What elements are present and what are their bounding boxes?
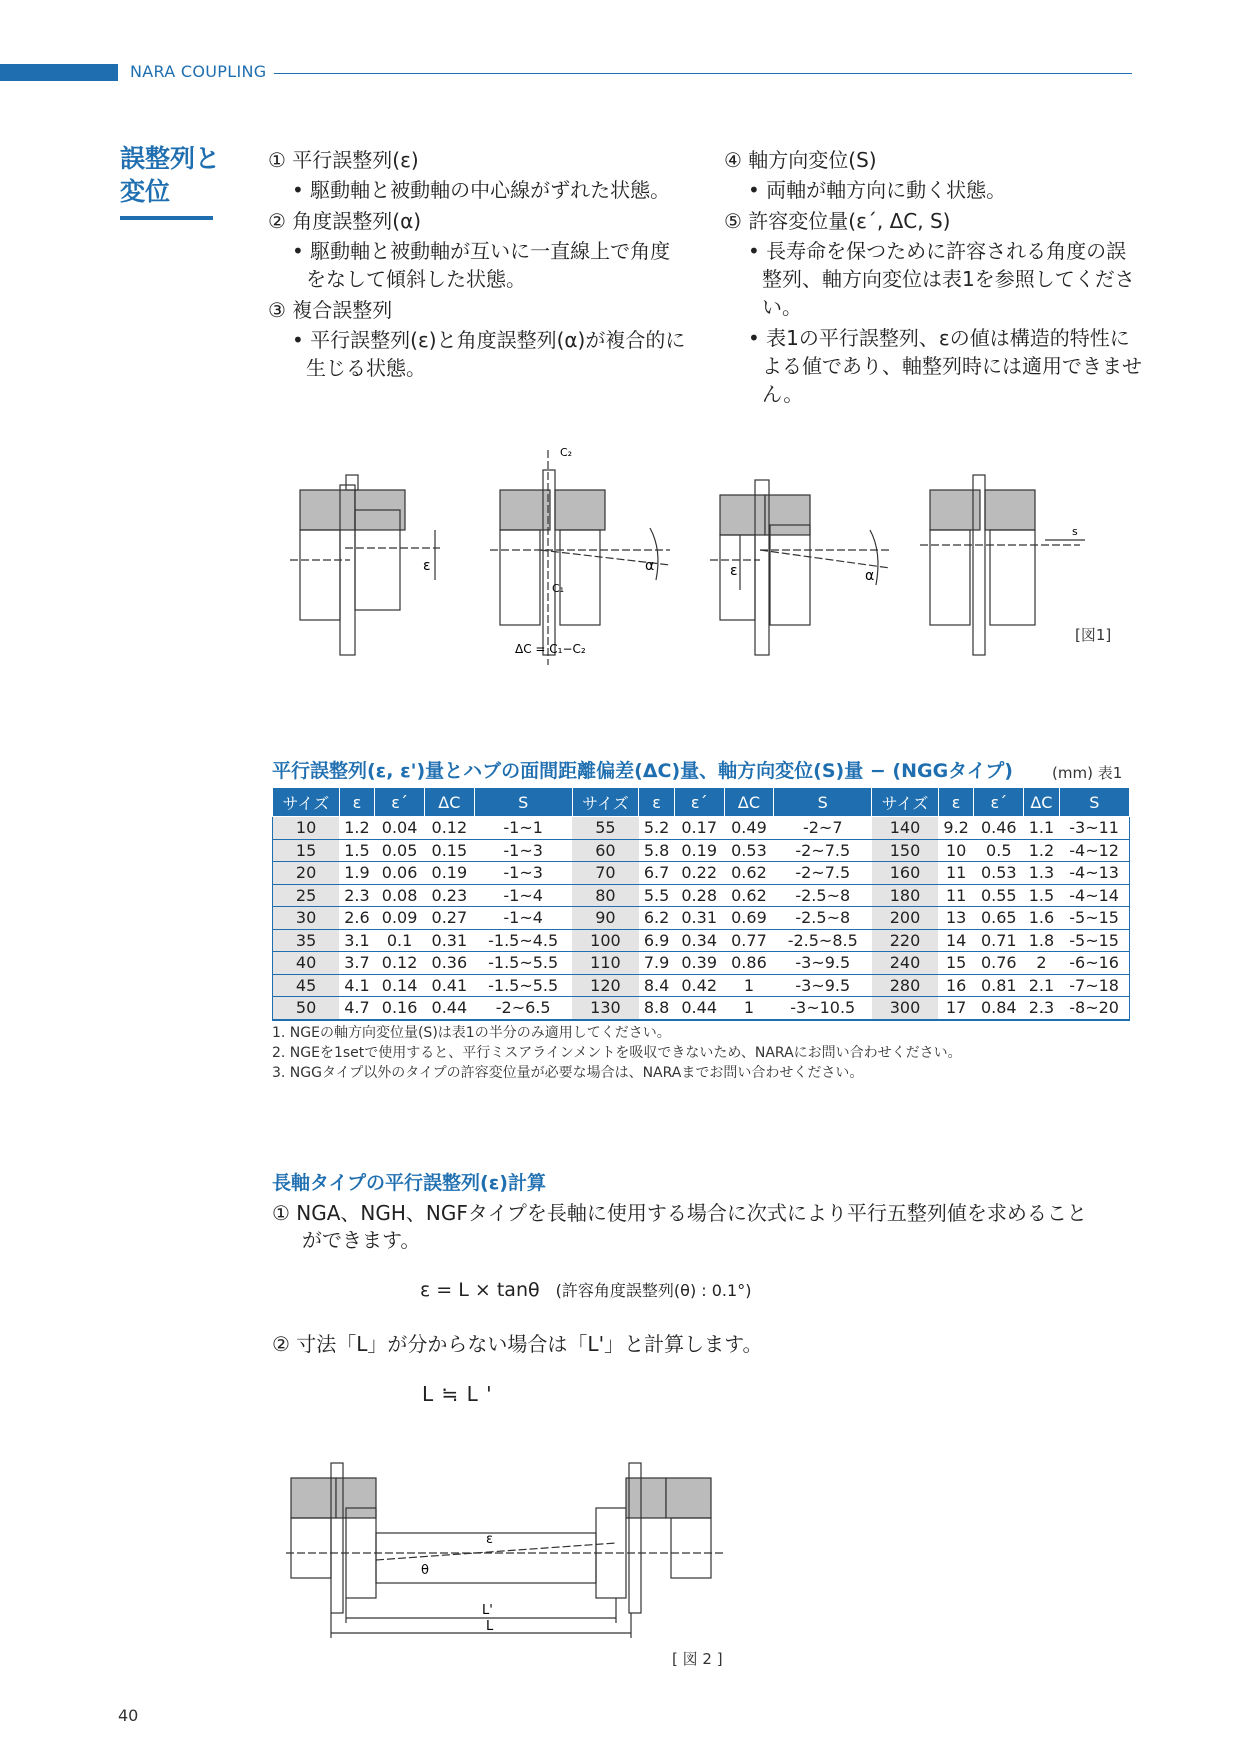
table-cell: 120 <box>572 974 639 997</box>
table-cell: 4.1 <box>339 974 375 997</box>
table-cell: 16 <box>938 974 974 997</box>
table-cell: 9.2 <box>938 817 974 840</box>
table-cell: 5.5 <box>639 884 675 907</box>
symbol-alpha-1: α <box>645 558 655 574</box>
table-cell: 0.41 <box>424 974 474 997</box>
table-cell: 0.71 <box>974 929 1024 952</box>
def-bullet: • 駆動軸と被動軸の中心線がずれた状態。 <box>292 178 671 202</box>
table-cell: 80 <box>572 884 639 907</box>
table-cell: -2~7.5 <box>774 862 872 885</box>
figure1-label: [図1] <box>1075 626 1112 644</box>
symbol-epsilon-1: ε <box>423 558 431 574</box>
table-header-cell: ΔC <box>1024 788 1060 817</box>
coupling-drawing-parallel <box>290 475 440 655</box>
symbol-alpha-2: α <box>865 568 875 584</box>
table-cell: -1~4 <box>474 884 572 907</box>
table-cell: 1 <box>724 997 774 1020</box>
table-cell: 0.44 <box>424 997 474 1020</box>
table-cell: 5.8 <box>639 839 675 862</box>
table-cell: 180 <box>872 884 939 907</box>
header-rule <box>274 73 1132 74</box>
table-cell: -3~9.5 <box>774 974 872 997</box>
table-cell: -2~7.5 <box>774 839 872 862</box>
coupling-drawing-axial <box>920 475 1085 655</box>
table-cell: 0.17 <box>674 817 724 840</box>
table-cell: 3.7 <box>339 952 375 975</box>
table-cell: 1.5 <box>1024 884 1060 907</box>
table-cell: 0.84 <box>974 997 1024 1020</box>
paragraph1-line1: ① NGA、NGH、NGFタイプを長軸に使用する場合に次式により平行五整列値を求めること <box>272 1201 1087 1225</box>
table-cell: -3~11 <box>1059 817 1129 840</box>
table-cell: 1.6 <box>1024 907 1060 930</box>
table-header-cell: ε <box>639 788 675 817</box>
table-cell: 160 <box>872 862 939 885</box>
table-cell: 1.3 <box>1024 862 1060 885</box>
table-note: 1. NGEの軸方向変位量(S)は表1の半分のみ適用してください。 <box>272 1025 671 1041</box>
table-cell: 140 <box>872 817 939 840</box>
table-header-cell: ΔC <box>724 788 774 817</box>
table-cell: 0.65 <box>974 907 1024 930</box>
table-cell: -4~12 <box>1059 839 1129 862</box>
symbol-l-prime: L' <box>482 1603 493 1618</box>
table-cell: 17 <box>938 997 974 1020</box>
table-header-cell: ε <box>339 788 375 817</box>
table-note: 3. NGGタイプ以外のタイプの許容変位量が必要な場合は、NARAまでお問い合わせください。 <box>272 1065 864 1081</box>
table-cell: 0.12 <box>375 952 425 975</box>
table-cell: 0.14 <box>375 974 425 997</box>
header-accent-bar <box>0 64 118 81</box>
table-header-cell: ε <box>938 788 974 817</box>
table-cell: -2.5~8 <box>774 907 872 930</box>
table-cell: 2.3 <box>1024 997 1060 1020</box>
table-cell: 0.15 <box>424 839 474 862</box>
table-row <box>273 862 1130 885</box>
formula-l: L ≒ L ' <box>422 1382 493 1406</box>
table-cell: 4.7 <box>339 997 375 1020</box>
table-cell: -1.5~5.5 <box>474 952 572 975</box>
table-cell: 240 <box>872 952 939 975</box>
table-header-cell: ε´ <box>674 788 724 817</box>
formula-epsilon-note: (許容角度誤整列(θ) : 0.1°) <box>555 1281 752 1300</box>
table-cell: -2~7 <box>774 817 872 840</box>
table-cell: 0.28 <box>674 884 724 907</box>
table-cell: 7.9 <box>639 952 675 975</box>
table-title: 平行誤整列(ε, ε')量とハブの面間距離偏差(ΔC)量、軸方向変位(S)量 − (NGGタイプ) <box>272 760 1013 782</box>
section2-paragraph2: ② 寸法「L」が分からない場合は「L'」と計算します。 <box>272 1332 763 1356</box>
table-cell: 0.53 <box>724 839 774 862</box>
table-cell: 0.23 <box>424 884 474 907</box>
table-cell: 15 <box>938 952 974 975</box>
table-cell: 150 <box>872 839 939 862</box>
table-cell: 0.86 <box>724 952 774 975</box>
table-cell: 0.19 <box>424 862 474 885</box>
symbol-theta: θ <box>421 1563 429 1578</box>
table-cell: 3.1 <box>339 929 375 952</box>
def-heading: ④ 軸方向変位(S) <box>724 148 877 172</box>
symbol-epsilon: ε <box>486 1532 494 1547</box>
table-cell: 0.27 <box>424 907 474 930</box>
table-cell: 0.62 <box>724 862 774 885</box>
table-cell: -7~18 <box>1059 974 1129 997</box>
def-bullet: • 駆動軸と被動軸が互いに一直線上で角度をなして傾斜した状態。 <box>292 239 671 291</box>
table-cell: 0.19 <box>674 839 724 862</box>
table-cell: 300 <box>872 997 939 1020</box>
table-cell: 1.9 <box>339 862 375 885</box>
table-cell: 110 <box>572 952 639 975</box>
symbol-s: s <box>1072 525 1078 538</box>
table-cell: -3~10.5 <box>774 997 872 1020</box>
table-cell: 220 <box>872 929 939 952</box>
table-cell: -4~14 <box>1059 884 1129 907</box>
table-header-cell: ε´ <box>375 788 425 817</box>
def-bullet: • 平行誤整列(ε)と角度誤整列(α)が複合的に生じる状態。 <box>292 328 686 380</box>
table-cell: -1.5~5.5 <box>474 974 572 997</box>
table-cell: -2.5~8 <box>774 884 872 907</box>
table-cell: 0.34 <box>674 929 724 952</box>
table-row <box>273 952 1130 975</box>
table-row <box>273 929 1130 952</box>
section2-title: 長軸タイプの平行誤整列(ε)計算 <box>272 1172 546 1194</box>
table-cell: 10 <box>273 817 340 840</box>
symbol-epsilon-2: ε <box>730 563 738 579</box>
table-header-cell: サイズ <box>872 788 939 817</box>
table-cell: 1.5 <box>339 839 375 862</box>
table-header-cell: ε´ <box>974 788 1024 817</box>
table-cell: 0.46 <box>974 817 1024 840</box>
figure2-label: [ 図 2 ] <box>672 1650 723 1668</box>
table-cell: 1 <box>724 974 774 997</box>
table-row <box>273 997 1130 1020</box>
table-cell: 0.08 <box>375 884 425 907</box>
table-cell: 0.16 <box>375 997 425 1020</box>
misalignment-figure <box>290 440 1120 670</box>
table-cell: 1.2 <box>339 817 375 840</box>
table-header-cell: ΔC <box>424 788 474 817</box>
table-header-cell: S <box>1059 788 1129 817</box>
table-cell: 25 <box>273 884 340 907</box>
def-bullet: • 表1の平行誤整列、εの値は構造的特性による値であり、軸整列時には適用できません。 <box>748 326 1142 406</box>
symbol-c2: C₂ <box>560 446 573 459</box>
table-cell: 0.81 <box>974 974 1024 997</box>
formula-epsilon-expression: ε = L × tanθ <box>420 1279 540 1301</box>
table-cell: 0.04 <box>375 817 425 840</box>
table-cell: -5~15 <box>1059 907 1129 930</box>
def-heading: ③ 複合誤整列 <box>268 298 393 322</box>
def-heading: ② 角度誤整列(α) <box>268 209 422 233</box>
definitions-left <box>268 146 688 385</box>
table-cell: 1.8 <box>1024 929 1060 952</box>
table-cell: -2.5~8.5 <box>774 929 872 952</box>
header-brand: NARA COUPLING <box>130 62 267 81</box>
table-cell: 2.1 <box>1024 974 1060 997</box>
table-cell: 35 <box>273 929 340 952</box>
table-cell: 6.9 <box>639 929 675 952</box>
table-cell: 40 <box>273 952 340 975</box>
table-cell: 2.6 <box>339 907 375 930</box>
table-cell: 0.55 <box>974 884 1024 907</box>
side-title-underline <box>120 216 213 220</box>
table-cell: 0.31 <box>674 907 724 930</box>
table-cell: 70 <box>572 862 639 885</box>
table-header-cell: サイズ <box>273 788 340 817</box>
symbol-c1: C₁ <box>552 582 565 595</box>
table-body <box>273 817 1130 1020</box>
table-cell: 11 <box>938 862 974 885</box>
table-header-cell: S <box>474 788 572 817</box>
coupling-drawing-angular <box>490 450 670 665</box>
table-cell: 45 <box>273 974 340 997</box>
table-cell: 60 <box>572 839 639 862</box>
table-note: 2. NGEを1setで使用すると、平行ミスアラインメントを吸収できないため、NARAにお問い合わせください。 <box>272 1045 962 1061</box>
table-cell: 0.62 <box>724 884 774 907</box>
table-cell: 55 <box>572 817 639 840</box>
table-row <box>273 884 1130 907</box>
table-notes <box>272 1023 962 1083</box>
table-cell: 0.05 <box>375 839 425 862</box>
long-shaft-figure <box>286 1448 726 1648</box>
paragraph1-line2: ができます。 <box>302 1228 421 1252</box>
table-cell: 6.2 <box>639 907 675 930</box>
table-row <box>273 817 1130 840</box>
formula-epsilon <box>420 1278 751 1301</box>
table-cell: -5~15 <box>1059 929 1129 952</box>
definitions-right <box>724 146 1142 411</box>
table-cell: 0.5 <box>974 839 1024 862</box>
table-cell: 90 <box>572 907 639 930</box>
table-cell: 1.1 <box>1024 817 1060 840</box>
table-cell: 8.4 <box>639 974 675 997</box>
table-cell: 0.31 <box>424 929 474 952</box>
table-cell: 50 <box>273 997 340 1020</box>
table-cell: 0.76 <box>974 952 1024 975</box>
table-row <box>273 907 1130 930</box>
table-cell: 1.2 <box>1024 839 1060 862</box>
table-cell: -8~20 <box>1059 997 1129 1020</box>
table-cell: 5.2 <box>639 817 675 840</box>
figure1-caption: ΔC = C₁−C₂ <box>515 642 586 656</box>
table-cell: -1~3 <box>474 839 572 862</box>
table-cell: 280 <box>872 974 939 997</box>
table-cell: 15 <box>273 839 340 862</box>
def-bullet: • 両軸が軸方向に動く状態。 <box>748 178 1007 202</box>
table-cell: 11 <box>938 884 974 907</box>
table-cell: 0.39 <box>674 952 724 975</box>
def-heading: ⑤ 許容変位量(ε´, ΔC, S) <box>724 209 951 233</box>
page-number: 40 <box>118 1706 139 1725</box>
table-cell: -4~13 <box>1059 862 1129 885</box>
table-cell: 0.22 <box>674 862 724 885</box>
def-bullet: • 長寿命を保つために許容される角度の誤整列、軸方向変位は表1を参照してください。 <box>748 239 1135 319</box>
table-cell: 200 <box>872 907 939 930</box>
table-cell: 0.44 <box>674 997 724 1020</box>
table-cell: 10 <box>938 839 974 862</box>
table-cell: 100 <box>572 929 639 952</box>
table-header-row <box>273 788 1130 817</box>
table-header-cell: サイズ <box>572 788 639 817</box>
def-heading: ① 平行誤整列(ε) <box>268 148 419 172</box>
table-cell: 0.77 <box>724 929 774 952</box>
section2-paragraph1 <box>272 1200 1132 1254</box>
table-cell: 130 <box>572 997 639 1020</box>
table-cell: 0.09 <box>375 907 425 930</box>
table-cell: 8.8 <box>639 997 675 1020</box>
table-row <box>273 974 1130 997</box>
table-unit: (mm) 表1 <box>1052 764 1123 782</box>
table-cell: 13 <box>938 907 974 930</box>
table-cell: -3~9.5 <box>774 952 872 975</box>
table-header-cell: S <box>774 788 872 817</box>
symbol-l: L <box>486 1619 494 1634</box>
table-cell: 30 <box>273 907 340 930</box>
misalignment-table <box>272 787 1130 1021</box>
table-cell: 0.42 <box>674 974 724 997</box>
table-cell: 2.3 <box>339 884 375 907</box>
table-cell: -2~6.5 <box>474 997 572 1020</box>
table-cell: 0.69 <box>724 907 774 930</box>
table-cell: 14 <box>938 929 974 952</box>
table-cell: -1~3 <box>474 862 572 885</box>
table-cell: -1~1 <box>474 817 572 840</box>
table-cell: 0.53 <box>974 862 1024 885</box>
table-cell: -1~4 <box>474 907 572 930</box>
table-cell: -1.5~4.5 <box>474 929 572 952</box>
table-cell: 2 <box>1024 952 1060 975</box>
table-cell: -6~16 <box>1059 952 1129 975</box>
table-cell: 0.12 <box>424 817 474 840</box>
table-row <box>273 839 1130 862</box>
table-cell: 0.06 <box>375 862 425 885</box>
section-side-title: 誤整列と変位 <box>120 144 221 206</box>
table-cell: 0.1 <box>375 929 425 952</box>
table-cell: 6.7 <box>639 862 675 885</box>
table-cell: 0.36 <box>424 952 474 975</box>
table-cell: 0.49 <box>724 817 774 840</box>
table-cell: 20 <box>273 862 340 885</box>
